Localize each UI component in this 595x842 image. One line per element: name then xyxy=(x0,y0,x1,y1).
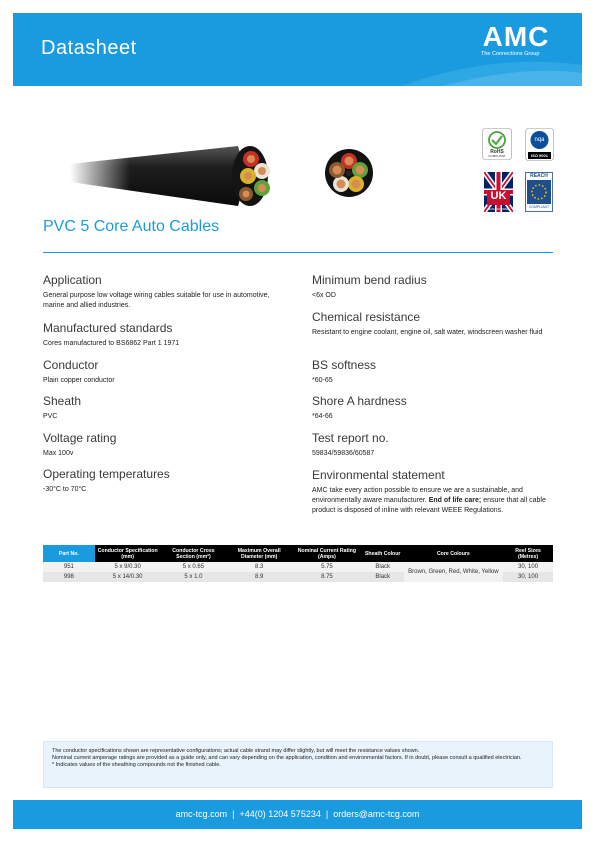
table-cell: 5 x 0.65 xyxy=(161,562,227,572)
col-header: Conductor Cross Section (mm²) xyxy=(161,545,227,562)
section-heading: Application xyxy=(43,273,102,287)
section-heading: Shore A hardness xyxy=(312,394,407,408)
section-text: 59834/59836/60587 xyxy=(312,450,375,457)
cable-cross-section-image xyxy=(324,148,374,198)
section-text: General purpose low voltage wiring cables suitable for use in automotive, marine and allied industries. xyxy=(43,292,270,309)
nqa-badge xyxy=(525,128,554,161)
section-text: *60-65 xyxy=(312,377,333,384)
section-heading: Minimum bend radius xyxy=(312,273,427,287)
nqa-label: nqa xyxy=(534,137,545,143)
section-text: Resistant to engine coolant, engine oil, salt water, windscreen washer fluid xyxy=(312,329,543,336)
table-cell: 951 xyxy=(43,562,95,572)
table-cell: 8.9 xyxy=(226,572,292,582)
table-cell: 30, 100 xyxy=(503,562,553,572)
footer-website-link[interactable]: amc-tcg.com xyxy=(175,809,228,819)
notes-box xyxy=(43,741,553,788)
standards-section xyxy=(43,320,283,357)
section-heading: Conductor xyxy=(43,358,99,372)
amc-logo[interactable] xyxy=(461,22,571,68)
col-header: Part No. xyxy=(43,545,95,562)
table-cell: 998 xyxy=(43,572,95,582)
col-header: Core Colours xyxy=(404,545,504,562)
section-heading: BS softness xyxy=(312,358,377,372)
rohs-sub: COMPLIANT xyxy=(488,154,506,158)
footer-separator: | xyxy=(232,809,235,819)
env-text-2: ensure that all cable product is disposed of inline with relevant WEEE Regulations. xyxy=(312,497,546,514)
section-text: *64-66 xyxy=(312,413,333,420)
section-heading: Test report no. xyxy=(312,431,389,445)
section-heading: Operating temperatures xyxy=(43,467,170,481)
note-line: The conductor specifications shown are representative configurations; actual cable strand may differ slightly, but will meet the resistance values shown. xyxy=(52,748,420,754)
section-text: Plain copper conductor xyxy=(43,377,115,384)
table-cell: 5.75 xyxy=(292,562,362,572)
section-text: <6x OD xyxy=(312,292,336,299)
voltage-section xyxy=(43,430,283,466)
rohs-label: RoHS xyxy=(490,149,504,155)
bend-radius-section xyxy=(312,272,552,309)
ukca-badge xyxy=(484,172,513,212)
footer-email-link[interactable]: orders@amc-tcg.com xyxy=(333,809,420,819)
title-divider xyxy=(43,252,553,253)
section-text: -30°C to 70°C xyxy=(43,486,87,493)
env-text-1: AMC take every action possible to ensure we are a sustainable, and environmentally aware manufacturer. xyxy=(312,487,523,504)
col-header: Reel Sizes (Metres) xyxy=(503,545,553,562)
table-cell: 5 x 1.0 xyxy=(161,572,227,582)
reach-sub: COMPLIANT xyxy=(528,205,550,209)
logo-text: AMC xyxy=(482,21,550,52)
application-section xyxy=(43,272,283,320)
iso-label: ISO 9001 xyxy=(531,153,548,158)
table-row xyxy=(43,562,553,572)
footer-bar xyxy=(13,800,582,829)
section-heading: Manufactured standards xyxy=(43,321,173,335)
section-heading: Sheath xyxy=(43,394,82,408)
note-line: * Indicates values of the sheathing compounds not the finished cable. xyxy=(52,762,221,768)
section-heading: Environmental statement xyxy=(312,468,445,482)
spec-table xyxy=(43,545,553,582)
test-report-section xyxy=(312,430,552,467)
ukca-sub: MANUFACTURER xyxy=(488,208,509,211)
section-text: Cores manufactured to BS6862 Part 1 1971 xyxy=(43,340,180,347)
conductor-section xyxy=(43,357,283,393)
col-header: Maximum Overall Diameter (mm) xyxy=(226,545,292,562)
reach-badge xyxy=(525,172,553,212)
table-cell: 30, 100 xyxy=(503,572,553,582)
table-cell: Black xyxy=(362,572,404,582)
footer-separator: | xyxy=(325,809,329,819)
section-heading: Chemical resistance xyxy=(312,310,421,324)
chemical-section xyxy=(312,309,552,357)
env-text-bold: End of life care; xyxy=(428,497,482,504)
ukca-label: UK xyxy=(490,190,507,202)
left-spec-column xyxy=(43,272,283,495)
table-header-row xyxy=(43,545,553,562)
section-heading: Voltage rating xyxy=(43,431,117,445)
note-line: Nominal current amperage ratings are provided as a guide only, and can vary depending on the application, condition and environmental factors. If in doubt, please consult a qualified electrician. xyxy=(52,755,522,761)
table-cell: 5 x 9/0.30 xyxy=(95,562,161,572)
section-text: Max 100v xyxy=(43,450,74,457)
product-title: PVC 5 Core Auto Cables xyxy=(43,218,220,235)
shore-hardness-section xyxy=(312,393,552,430)
col-header: Sheath Colour xyxy=(362,545,404,562)
table-cell: 5 x 14/0.30 xyxy=(95,572,161,582)
page-title: Datasheet xyxy=(41,37,137,59)
sheath-section xyxy=(43,393,283,430)
rohs-badge xyxy=(482,128,512,160)
table-cell: 8.75 xyxy=(292,572,362,582)
core-colours-cell: Brown, Green, Red, White, Yellow xyxy=(404,562,504,582)
col-header: Nominal Current Rating (Amps) xyxy=(292,545,362,562)
environmental-text xyxy=(312,486,552,516)
logo-tagline: The Connections Group xyxy=(481,51,540,57)
table-cell: 8.3 xyxy=(226,562,292,572)
right-spec-column xyxy=(312,272,552,516)
environmental-section xyxy=(312,467,552,516)
bs-softness-section xyxy=(312,357,552,393)
temperature-section xyxy=(43,466,283,495)
col-header: Conductor Specification (mm) xyxy=(95,545,161,562)
footer-phone-link[interactable]: +44(0) 1204 575234 xyxy=(239,809,321,819)
section-text: PVC xyxy=(43,413,58,420)
table-cell: Black xyxy=(362,562,404,572)
reach-label: REACH xyxy=(530,173,548,179)
